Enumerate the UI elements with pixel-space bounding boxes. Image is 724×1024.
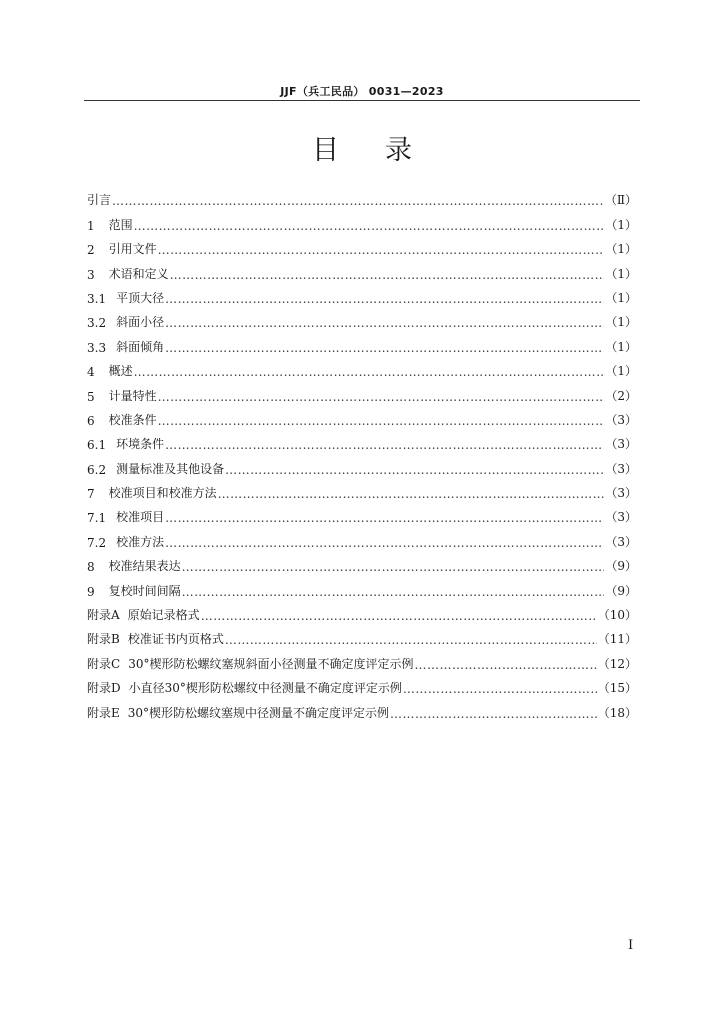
- toc-entry-page: （3）: [605, 486, 637, 501]
- toc-entry[interactable]: [87, 355, 637, 379]
- toc-entry-number: 附录D: [87, 681, 121, 696]
- toc-entry-number: 6: [87, 413, 95, 428]
- toc-entry-label: 30°楔形防松螺纹塞规斜面小径测量不确定度评定示例: [128, 656, 414, 671]
- toc-entry-page: （3）: [605, 437, 637, 452]
- toc-entry-label: 概述: [108, 364, 133, 379]
- toc-entry-number: 6.2: [87, 462, 107, 477]
- toc-entry-label: 测量标准及其他设备: [116, 461, 225, 476]
- toc-leader-dots: [165, 292, 604, 306]
- toc-entry-page: （3）: [605, 534, 637, 549]
- toc-entry[interactable]: [87, 257, 637, 281]
- toc-entry-number: 6.1: [87, 438, 107, 453]
- toc-entry[interactable]: [87, 647, 637, 671]
- toc-entry-page: （9）: [605, 583, 637, 598]
- toc-leader-dots: [165, 536, 604, 550]
- toc-entry-label: 校准方法: [116, 534, 165, 549]
- toc-leader-dots: [201, 609, 597, 623]
- table-of-contents: [87, 184, 637, 721]
- toc-entry[interactable]: [87, 233, 637, 257]
- toc-entry[interactable]: [87, 306, 637, 330]
- toc-entry-number: 4: [87, 365, 95, 380]
- toc-entry-page: （1）: [605, 290, 637, 305]
- toc-entry-page: （11）: [597, 632, 637, 647]
- toc-entry[interactable]: [87, 184, 637, 208]
- toc-entry-number: 7.1: [87, 511, 107, 526]
- toc-entry[interactable]: [87, 696, 637, 720]
- toc-entry[interactable]: [87, 282, 637, 306]
- toc-entry-label: 校准结果表达: [108, 559, 181, 574]
- toc-entry-number: 8: [87, 560, 95, 575]
- toc-entry-label: 校准条件: [108, 412, 157, 427]
- toc-entry-page: （10）: [597, 608, 637, 623]
- toc-entry-label: 斜面小径: [116, 315, 165, 330]
- toc-entry-label: 计量特性: [108, 388, 157, 403]
- toc-entry-page: （18）: [597, 705, 637, 720]
- toc-entry-label: 校准项目: [116, 510, 165, 525]
- toc-entry-number: 附录E: [87, 705, 120, 720]
- toc-entry-page: （15）: [597, 681, 637, 696]
- toc-entry-page: （1）: [605, 364, 637, 379]
- toc-entry-label: 引言: [87, 193, 112, 208]
- toc-entry-number: 3: [87, 267, 95, 282]
- toc-entry-page: （2）: [605, 388, 637, 403]
- toc-entry-page: （1）: [605, 217, 637, 232]
- toc-entry-label: 原始记录格式: [127, 608, 200, 623]
- toc-leader-dots: [390, 707, 597, 721]
- toc-entry-number: 3.3: [87, 340, 107, 355]
- toc-entry[interactable]: [87, 208, 637, 232]
- toc-entry-label: 环境条件: [116, 437, 165, 452]
- toc-leader-dots: [225, 463, 604, 477]
- toc-entry-number: 3.2: [87, 316, 107, 331]
- toc-leader-dots: [403, 682, 597, 696]
- toc-entry-label: 校准证书内页格式: [127, 632, 224, 647]
- toc-entry-label: 范围: [108, 217, 133, 232]
- toc-leader-dots: [218, 487, 605, 501]
- toc-entry[interactable]: [87, 623, 637, 647]
- toc-entry-number: 9: [87, 584, 95, 599]
- toc-entry-label: 复校时间间隔: [108, 583, 181, 598]
- toc-leader-dots: [165, 341, 604, 355]
- toc-entry-label: 术语和定义: [108, 266, 169, 281]
- toc-entry-page: （Ⅱ）: [604, 193, 637, 208]
- toc-leader-dots: [182, 585, 605, 599]
- toc-entry-number: 7: [87, 487, 95, 502]
- toc-leader-dots: [158, 414, 605, 428]
- toc-entry[interactable]: [87, 404, 637, 428]
- toc-leader-dots: [134, 219, 605, 233]
- toc-entry[interactable]: [87, 525, 637, 549]
- toc-leader-dots: [158, 390, 605, 404]
- toc-entry-number: 1: [87, 218, 95, 233]
- toc-entry[interactable]: [87, 574, 637, 598]
- toc-entry[interactable]: [87, 477, 637, 501]
- toc-entry-page: （3）: [605, 510, 637, 525]
- toc-leader-dots: [414, 658, 596, 672]
- toc-entry[interactable]: [87, 452, 637, 476]
- toc-entry-label: 30°楔形防松螺纹塞规中径测量不确定度评定示例: [127, 705, 390, 720]
- running-header: [84, 80, 640, 101]
- toc-entry-page: （1）: [605, 339, 637, 354]
- toc-entry-number: 2: [87, 243, 95, 258]
- toc-entry-label: 校准项目和校准方法: [108, 486, 217, 501]
- toc-entry-page: （12）: [597, 656, 637, 671]
- toc-entry-page: （1）: [605, 315, 637, 330]
- toc-entry-number: 7.2: [87, 535, 107, 550]
- toc-leader-dots: [134, 365, 605, 379]
- toc-entry[interactable]: [87, 501, 637, 525]
- toc-leader-dots: [165, 438, 604, 452]
- toc-entry-page: （3）: [605, 461, 637, 476]
- toc-entry-page: （3）: [605, 412, 637, 427]
- toc-entry[interactable]: [87, 672, 637, 696]
- toc-entry-number: 附录C: [87, 656, 121, 671]
- toc-entry-number: 3.1: [87, 291, 107, 306]
- toc-entry-label: 斜面倾角: [116, 339, 165, 354]
- toc-entry-label: 平顶大径: [116, 290, 165, 305]
- toc-entry-page: （1）: [605, 242, 637, 257]
- page-title: 目录: [312, 135, 458, 166]
- toc-entry[interactable]: [87, 428, 637, 452]
- toc-leader-dots: [112, 194, 604, 208]
- toc-entry-page: （9）: [605, 559, 637, 574]
- toc-entry-number: 5: [87, 389, 95, 404]
- toc-leader-dots: [158, 243, 605, 257]
- toc-entry-label: 小直径30°楔形防松螺纹中径测量不确定度评定示例: [128, 681, 402, 696]
- toc-entry[interactable]: [87, 599, 637, 623]
- toc-leader-dots: [225, 633, 597, 647]
- toc-entry-label: 引用文件: [108, 242, 157, 257]
- toc-entry[interactable]: [87, 550, 637, 574]
- toc-entry-number: 附录B: [87, 632, 120, 647]
- toc-entry-number: 附录A: [87, 608, 120, 623]
- toc-leader-dots: [165, 316, 604, 330]
- header-text: JJF（兵工民品） 0031—2023: [280, 85, 444, 98]
- toc-leader-dots: [170, 268, 605, 282]
- toc-leader-dots: [182, 560, 605, 574]
- toc-leader-dots: [165, 511, 604, 525]
- toc-entry-page: （1）: [605, 266, 637, 281]
- toc-entry[interactable]: [87, 330, 637, 354]
- toc-entry[interactable]: [87, 379, 637, 403]
- page-number: I: [628, 938, 634, 953]
